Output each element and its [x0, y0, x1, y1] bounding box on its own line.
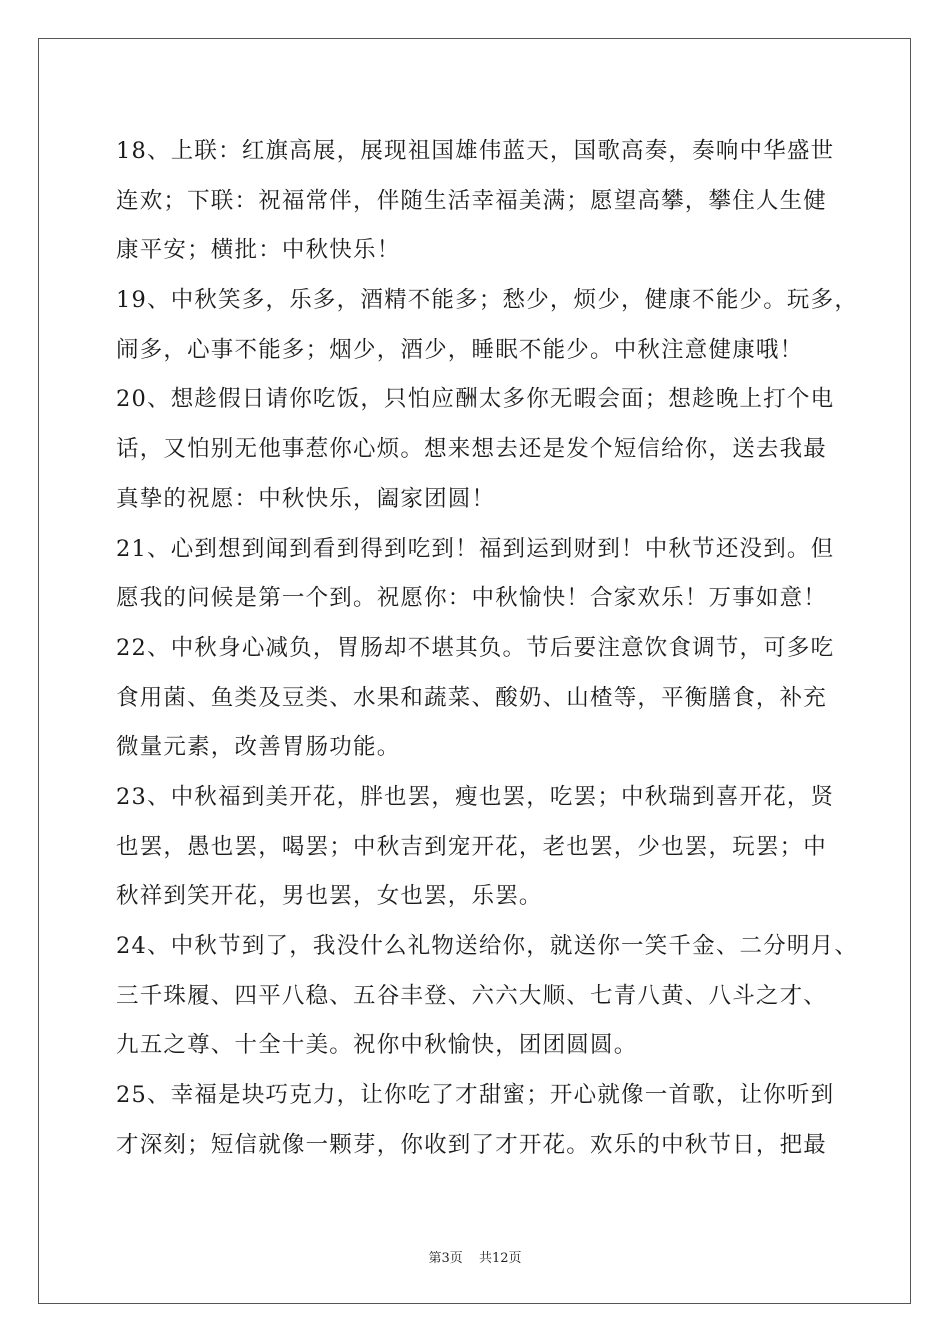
text-line: 才深刻；短信就像一颗芽，你收到了才开花。欢乐的中秋节日，把最: [116, 1131, 828, 1158]
text-line: 康平安；横批：中秋快乐！: [116, 237, 401, 264]
text-line: 22、中秋身心减负，胃肠却不堪其负。节后要注意饮食调节，可多吃: [116, 634, 835, 661]
text-line: 食用菌、鱼类及豆类、水果和蔬菜、酸奶、山楂等，平衡膳食，补充: [116, 684, 828, 711]
text-line: 25、幸福是块巧克力，让你吃了才甜蜜；开心就像一首歌，让你听到: [116, 1082, 835, 1109]
text-line: 秋祥到笑开花，男也罢，女也罢，乐罢。: [116, 883, 543, 910]
text-line: 九五之尊、十全十美。祝你中秋愉快，团团圆圆。: [116, 1032, 638, 1059]
text-line: 23、中秋福到美开花，胖也罢，瘦也罢，吃罢；中秋瑞到喜开花，贤: [116, 783, 835, 810]
text-line: 连欢；下联：祝福常伴，伴随生活幸福美满；愿望高攀，攀住人生健: [116, 187, 828, 214]
text-line: 24、中秋节到了，我没什么礼物送给你，就送你一笑千金、二分明月、: [116, 933, 859, 959]
text-line: 21、心到想到闻到看到得到吃到！福到运到财到！中秋节还没到。但: [116, 535, 835, 562]
text-line: 真挚的祝愿：中秋快乐，阖家团圆！: [116, 485, 496, 512]
text-line: 愿我的问候是第一个到。祝愿你：中秋愉快！合家欢乐！万事如意！: [116, 585, 828, 612]
text-line: 微量元素，改善胃肠功能。: [116, 734, 401, 761]
text-line: 也罢，愚也罢，喝罢；中秋吉到宠开花，老也罢，少也罢，玩罢；中: [116, 833, 828, 860]
text-line: 闹多，心事不能多；烟少，酒少，睡眠不能少。中秋注意健康哦！: [116, 336, 804, 363]
page-number: 第3页: [428, 1251, 463, 1266]
text-line: 19、中秋笑多，乐多，酒精不能多；愁少，烦少，健康不能少。玩多，: [116, 287, 859, 314]
text-line: 话，又怕别无他事惹你心烦。想来想去还是发个短信给你，送去我最: [116, 436, 828, 463]
text-line: 20、想趁假日请你吃饭，只怕应酬太多你无暇会面；想趁晚上打个电: [116, 386, 835, 413]
text-line: 18、上联：红旗高展，展现祖国雄伟蓝天，国歌高奏，奏响中华盛世: [116, 138, 835, 164]
document-body: [116, 127, 859, 1170]
text-line: 三千珠履、四平八稳、五谷丰登、六六大顺、七青八黄、八斗之才、: [116, 982, 828, 1009]
page-total: 共12页: [478, 1251, 522, 1266]
page-footer: [0, 1247, 950, 1266]
